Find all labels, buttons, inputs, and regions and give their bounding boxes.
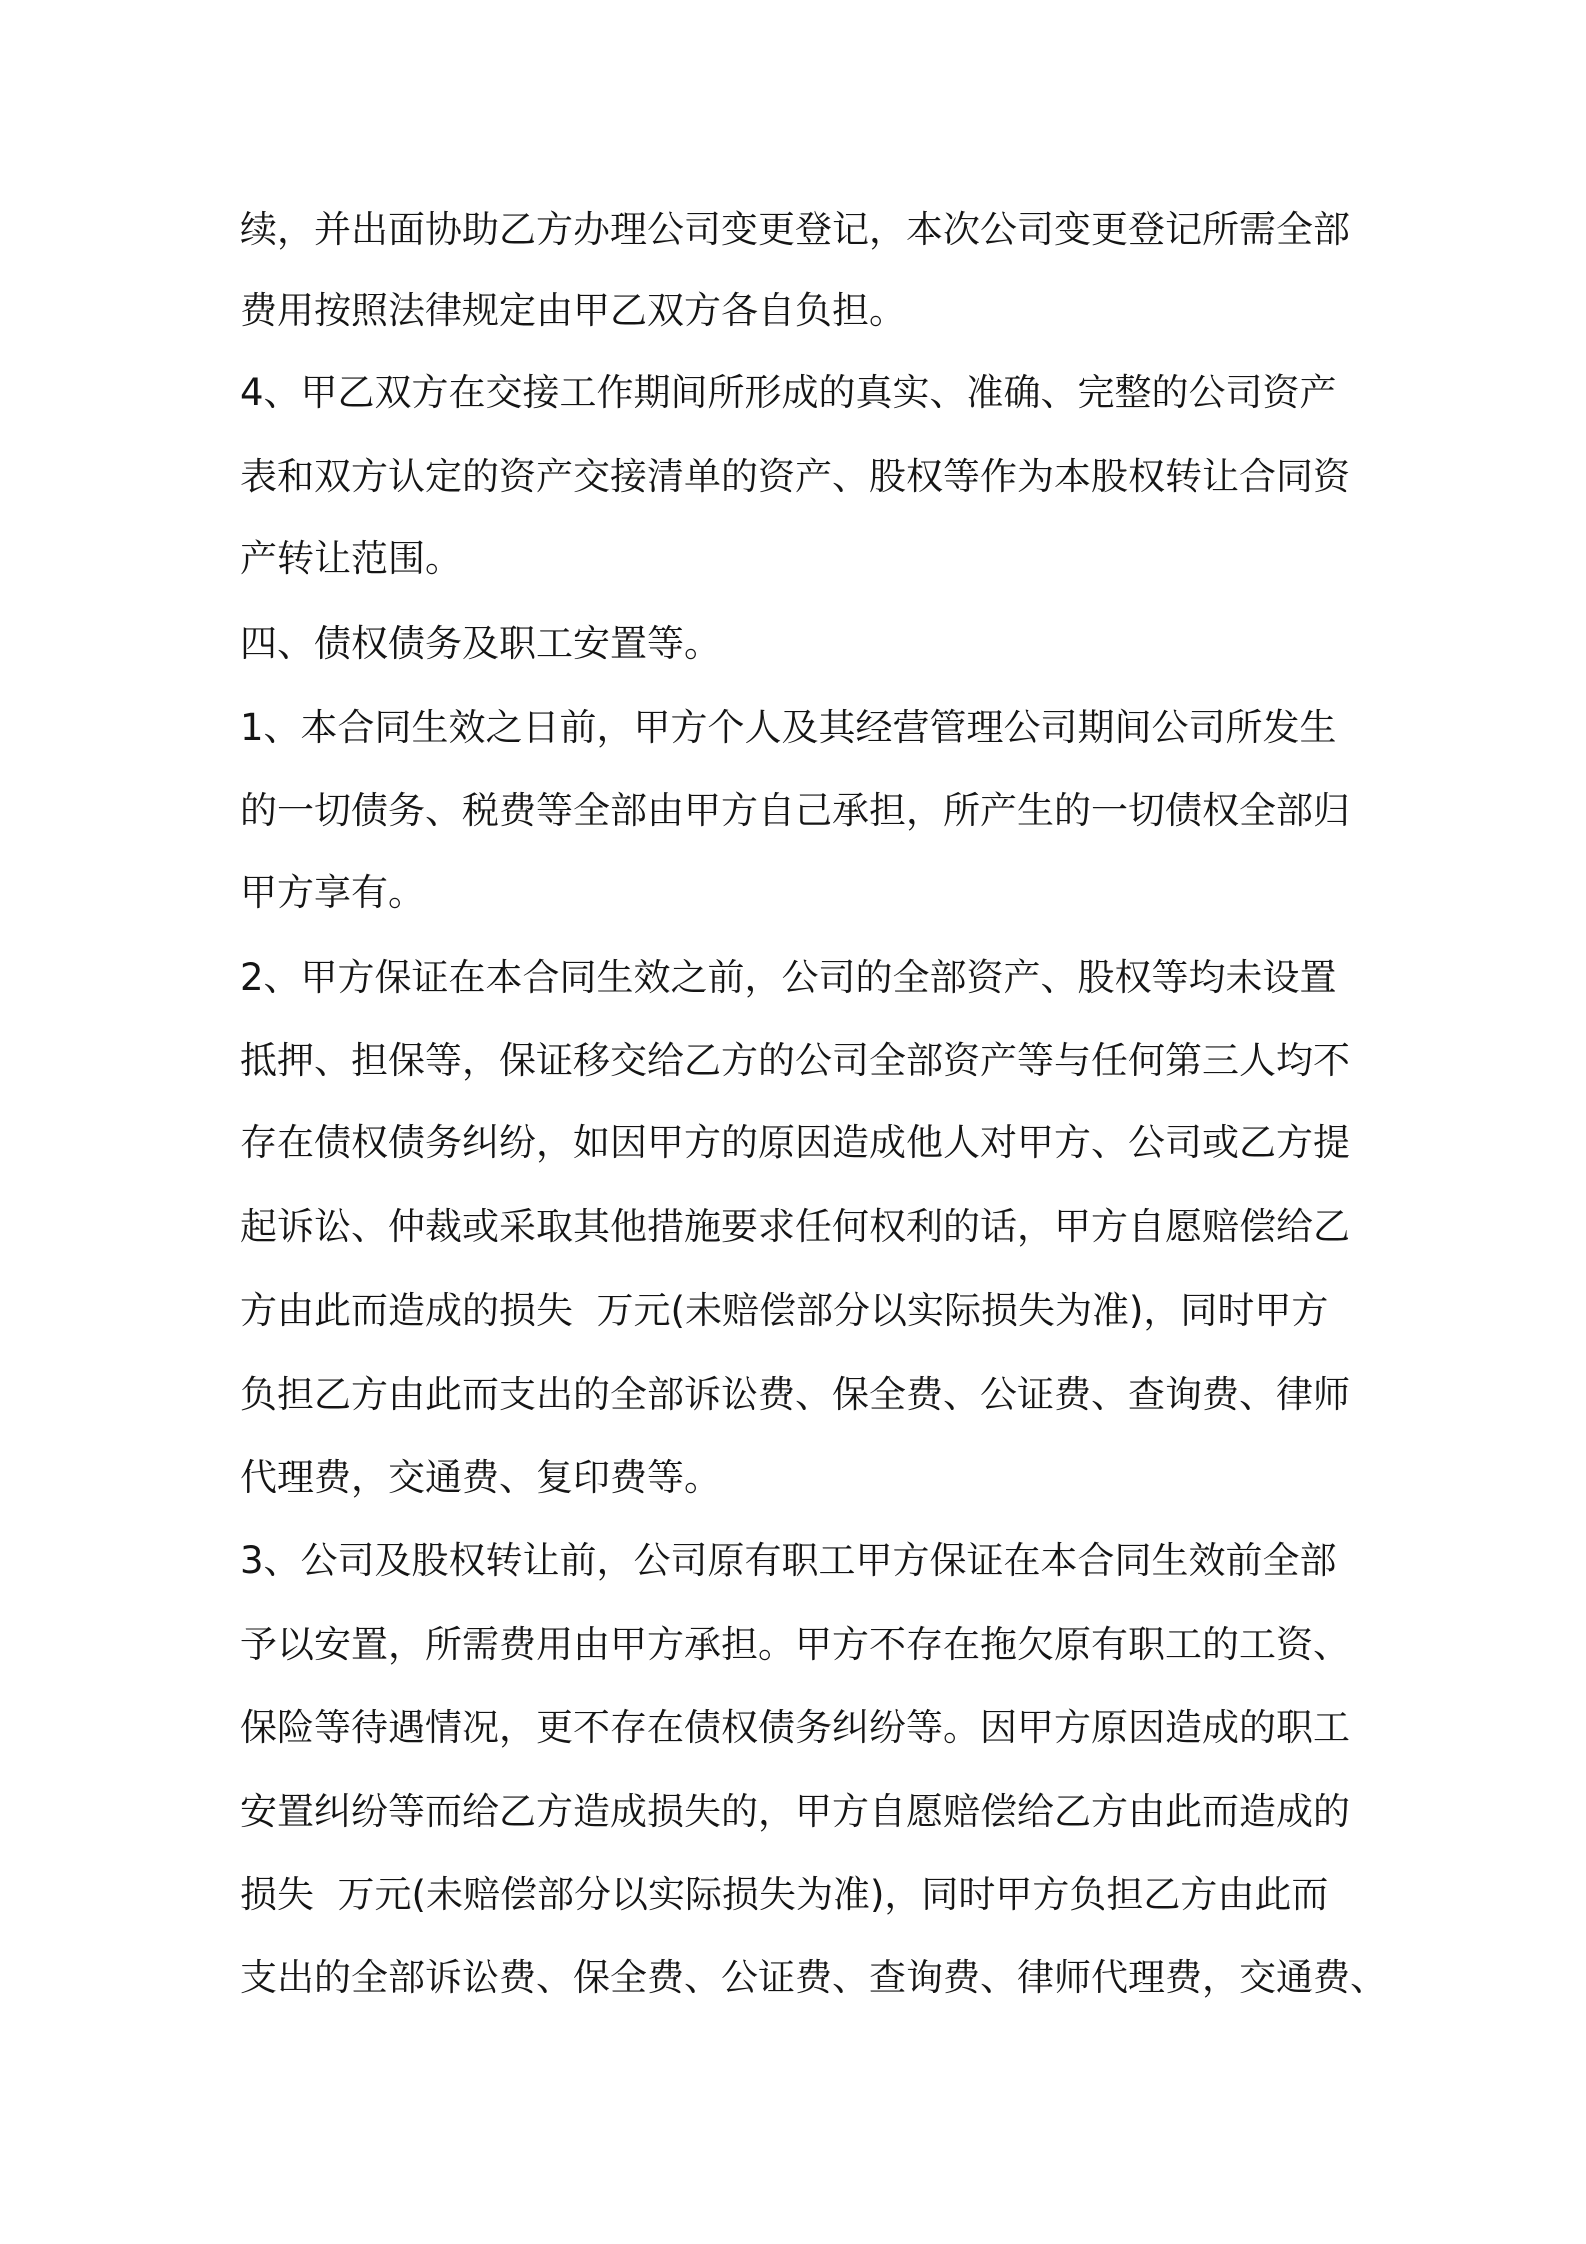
text-line: 方由此而造成的损失 万元(未赔偿部分以实际损失为准)，同时甲方 [240,1289,1329,1332]
text-line: 支出的全部诉讼费、保全费、公证费、查询费、律师代理费，交通费、 [240,1956,1387,1999]
section-heading: 四、债权债务及职工安置等。 [240,622,721,665]
text-line: 负担乙方由此而支出的全部诉讼费、保全费、公证费、查询费、律师 [240,1373,1350,1416]
text-line: 损失 万元(未赔偿部分以实际损失为准)，同时甲方负担乙方由此而 [240,1873,1329,1916]
text-line: 1、本合同生效之日前，甲方个人及其经营管理公司期间公司所发生 [240,706,1337,749]
text-line: 予以安置，所需费用由甲方承担。甲方不存在拖欠原有职工的工资、 [240,1623,1350,1666]
text-line: 存在债权债务纠纷，如因甲方的原因造成他人对甲方、公司或乙方提 [240,1121,1350,1164]
text-line: 4、甲乙双方在交接工作期间所形成的真实、准确、完整的公司资产 [240,371,1337,414]
text-line: 2、甲方保证在本合同生效之前，公司的全部资产、股权等均未设置 [240,956,1337,999]
text-line: 产转让范围。 [240,537,462,580]
text-line: 3、公司及股权转让前，公司原有职工甲方保证在本合同生效前全部 [240,1539,1337,1582]
text-line: 甲方享有。 [240,871,425,914]
text-line: 费用按照法律规定由甲乙双方各自负担。 [240,289,906,332]
text-line: 抵押、担保等，保证移交给乙方的公司全部资产等与任何第三人均不 [240,1039,1350,1082]
text-line: 表和双方认定的资产交接清单的资产、股权等作为本股权转让合同资 [240,455,1350,498]
text-line: 的一切债务、税费等全部由甲方自己承担，所产生的一切债权全部归 [240,789,1350,832]
text-line: 保险等待遇情况，更不存在债权债务纠纷等。因甲方原因造成的职工 [240,1706,1350,1749]
text-line: 安置纠纷等而给乙方造成损失的，甲方自愿赔偿给乙方由此而造成的 [240,1790,1350,1833]
text-line: 代理费，交通费、复印费等。 [240,1456,721,1499]
text-line: 续，并出面协助乙方办理公司变更登记，本次公司变更登记所需全部 [240,208,1350,251]
text-line: 起诉讼、仲裁或采取其他措施要求任何权利的话，甲方自愿赔偿给乙 [240,1205,1350,1248]
